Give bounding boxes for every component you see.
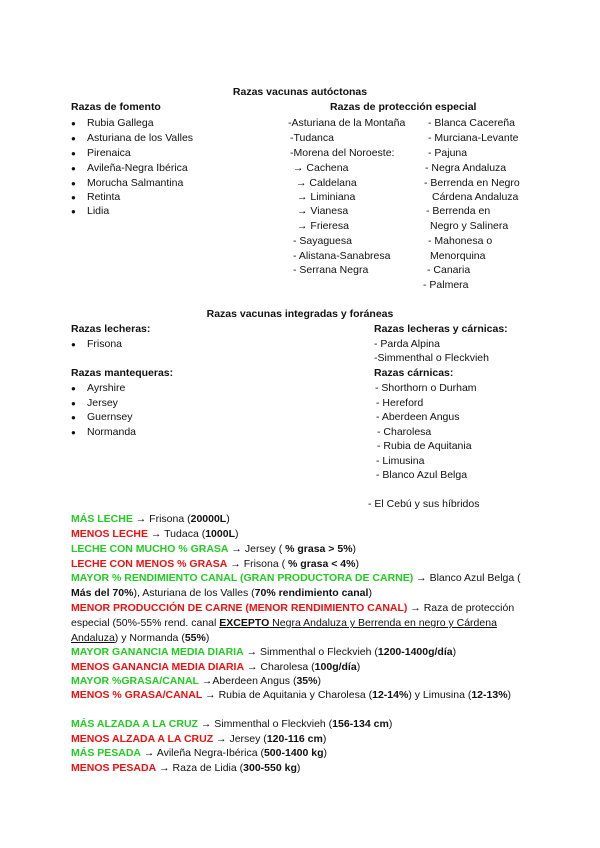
fact-menos-grasa-canal: MENOS % GRASA/CANAL → Rubia de Aquitania y Charolesa (12-14%) y Limusina (12-13%) (71, 689, 512, 701)
fact-mayor-rendimiento: MAYOR % RENDIMIENTO CANAL (GRAN PRODUCTORA DE CARNE) → Blanco Azul Belga ( Más del 70%), Asturiana de los Valles (70% rendimiento canal) (71, 572, 521, 599)
fact-mas-alzada: MÁS ALZADA A LA CRUZ → Simmenthal o Fleckvieh (156-134 cm) (71, 718, 393, 730)
heading-fomento: Razas de fomento (71, 101, 161, 113)
heading-lecheras-carnicas: Razas lecheras y cárnicas: (374, 323, 508, 335)
list-item: - Parda Alpina (374, 338, 440, 350)
list-item: → Liminiana (297, 191, 356, 203)
list-item: - Hereford (376, 397, 424, 409)
list-item: ● Jersey (71, 396, 118, 411)
list-item: - Rubia de Aquitania (377, 440, 472, 452)
list-item: - Alistana-Sanabresa (293, 250, 391, 262)
fact-mucho-grasa: LECHE CON MUCHO % GRASA → Jersey ( % grasa > 5%) (71, 543, 357, 555)
list-item: → Cachena (293, 162, 349, 174)
list-item: ● Normanda (71, 425, 136, 440)
list-item: - Murciana-Levante (428, 132, 519, 144)
title-integradas: Razas vacunas integradas y foráneas (206, 308, 394, 320)
fact-menos-ganancia: MENOS GANANCIA MEDIA DIARIA → Charolesa (100g/día) (71, 661, 361, 673)
list-item: - Shorthorn o Durham (375, 382, 477, 394)
list-item: - Mahonesa o (428, 235, 493, 247)
list-item: - Pajuna (428, 147, 468, 159)
list-item: ● Lidia (71, 204, 109, 219)
list-item: -Morena del Noroeste: (290, 147, 395, 159)
list-item: Menorquina (430, 250, 486, 262)
list-item: ● Avileña-Negra Ibérica (71, 161, 188, 176)
list-item: - Aberdeen Angus (376, 411, 460, 423)
list-item: Cárdena Andaluza (432, 191, 519, 203)
heading-proteccion: Razas de protección especial (330, 101, 477, 113)
heading-lecheras: Razas lecheras: (71, 323, 151, 335)
list-item: - Charolesa (377, 426, 432, 438)
list-item: Negro y Salinera (430, 220, 509, 232)
list-item: -Tudanca (290, 132, 334, 144)
list-item: ● Pirenaica (71, 146, 131, 161)
fact-mas-leche: MÁS LECHE → Frisona (20000L) (71, 513, 230, 525)
list-item: ● Frisona (71, 337, 122, 352)
fact-mayor-ganancia: MAYOR GANANCIA MEDIA DIARIA → Simmenthal o Fleckvieh (1200-1400g/día) (71, 646, 457, 658)
heading-carnicas: Razas cárnicas: (374, 367, 454, 379)
title-autoctonas: Razas vacunas autóctonas (232, 86, 368, 98)
list-item: - Palmera (423, 279, 469, 291)
fact-menos-leche: MENOS LECHE → Tudaca (1000L) (71, 528, 239, 540)
list-item: → Frieresa (297, 220, 349, 232)
list-item: ● Guernsey (71, 410, 133, 425)
list-item: - Blanca Cacereña (428, 117, 515, 129)
list-item: - Limusina (376, 455, 425, 467)
list-item: ● Retinta (71, 190, 120, 205)
list-item: ● Rubia Gallega (71, 116, 154, 131)
list-item: → Vianesa (297, 205, 349, 217)
list-item: ● Morucha Salmantina (71, 176, 183, 191)
list-item: ● Asturiana de los Valles (71, 131, 193, 146)
list-item: ● Ayrshire (71, 381, 125, 396)
list-item: - Sayaguesa (293, 235, 352, 247)
list-item: -Simmenthal o Fleckvieh (374, 352, 489, 364)
list-item: - Canaria (427, 264, 471, 276)
list-item: - Berrenda en Negro (424, 177, 520, 189)
fact-menos-pesada: MENOS PESADA → Raza de Lidia (300-550 kg) (71, 762, 301, 774)
list-item: - Berrenda en (426, 205, 491, 217)
fact-menos-alzada: MENOS ALZADA A LA CRUZ → Jersey (120-116 cm) (71, 733, 327, 745)
fact-mayor-grasa-canal: MAYOR %GRASA/CANAL →Aberdeen Angus (35%) (71, 675, 321, 687)
fact-menor-produccion: MENOR PRODUCCIÓN DE CARNE (MENOR RENDIMIENTO CANAL) → Raza de protección especial (50%-55% rend. canal EXCEPTO Negra Andaluza y Berrenda en negro y Cárdena Andaluza) y Normanda (55%) (71, 602, 515, 644)
list-item: - Negra Andaluza (425, 162, 507, 174)
heading-mantequeras: Razas mantequeras: (71, 367, 174, 379)
list-item: - Serrana Negra (293, 264, 369, 276)
list-item: -Asturiana de la Montaña (288, 117, 406, 129)
list-item: → Caldelana (296, 177, 357, 189)
fact-menos-grasa: LECHE CON MENOS % GRASA → Frisona ( % grasa < 4%) (71, 558, 359, 570)
list-item: - Blanco Azul Belga (376, 469, 468, 481)
fact-mas-pesada: MÁS PESADA → Avileña Negra-Ibérica (500-1400 kg) (71, 747, 328, 759)
cebu-note: - El Cebú y sus híbridos (368, 498, 480, 510)
